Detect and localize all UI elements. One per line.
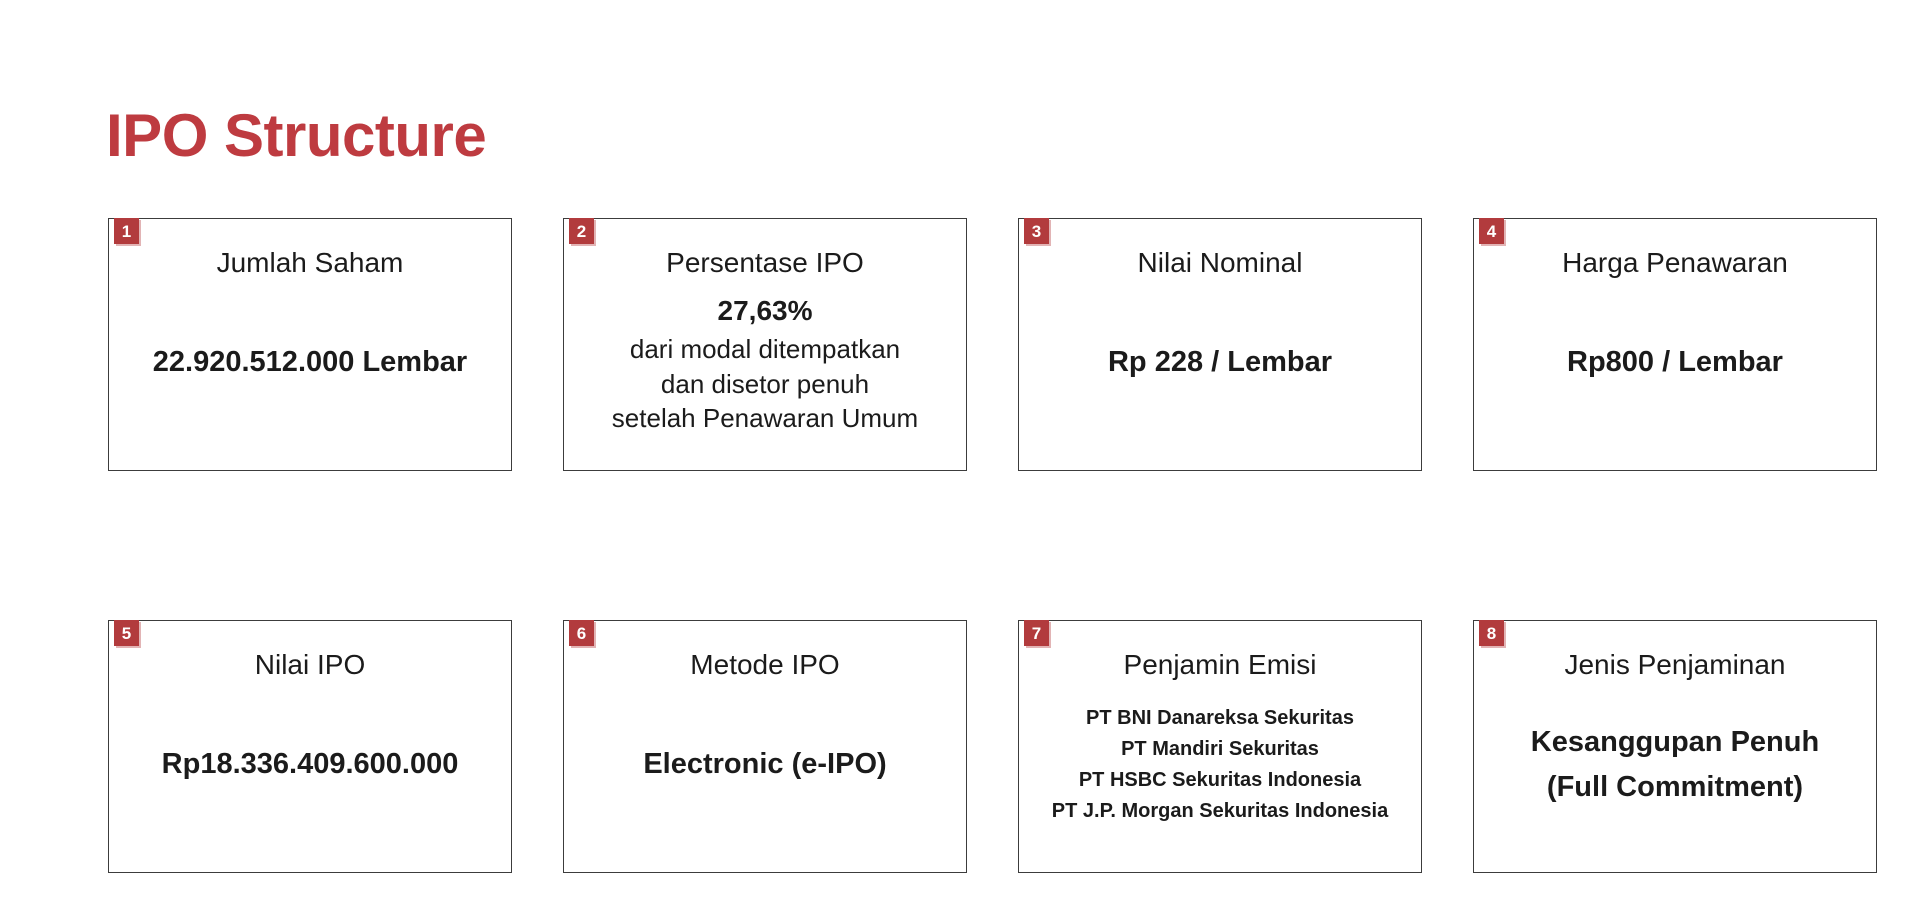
- card-8: [1473, 620, 1877, 873]
- card-4: [1473, 218, 1877, 471]
- card-value-line: Rp18.336.409.600.000: [161, 748, 459, 781]
- card-title: Harga Penawaran: [1562, 247, 1788, 278]
- card-number-badge: 3: [1024, 218, 1049, 244]
- card-value: [1033, 282, 1407, 444]
- card-value-line: PT HSBC Sekuritas Indonesia: [1078, 768, 1362, 791]
- card-value-line: Rp 228 / Lembar: [1107, 346, 1333, 379]
- card-value-line: Kesanggupan Penuh: [1530, 725, 1820, 758]
- card-value: [578, 684, 952, 846]
- card-7: [1018, 620, 1422, 873]
- card-title: Penjamin Emisi: [1123, 649, 1317, 680]
- card-number-badge: 5: [114, 620, 139, 646]
- card-title: Persentase IPO: [666, 247, 864, 278]
- card-value-line: 22.920.512.000 Lembar: [152, 346, 468, 379]
- card-value: [1488, 282, 1862, 444]
- card-value-line: PT BNI Danareksa Sekuritas: [1086, 706, 1354, 729]
- card-number-badge: 6: [569, 620, 594, 646]
- card-title: Metode IPO: [690, 649, 840, 680]
- card-number-badge: 7: [1024, 620, 1049, 646]
- card-value-line: 27,63%: [717, 295, 813, 327]
- card-5: [108, 620, 512, 873]
- card-number-badge: 2: [569, 218, 594, 244]
- card-number-badge: 4: [1479, 218, 1504, 244]
- card-number-badge: 1: [114, 218, 139, 244]
- card-value-line: Electronic (e-IPO): [643, 748, 887, 781]
- card-value-line: PT J.P. Morgan Sekuritas Indonesia: [1051, 799, 1389, 822]
- card-1: [108, 218, 512, 471]
- card-6: [563, 620, 967, 873]
- card-value-line: Rp800 / Lembar: [1567, 346, 1783, 379]
- card-3: [1018, 218, 1422, 471]
- card-value-line: (Full Commitment): [1546, 770, 1804, 803]
- card-value: [1033, 684, 1407, 846]
- card-title: Nilai IPO: [254, 649, 366, 680]
- card-value-line: dari modal ditempatkan: [629, 334, 901, 365]
- card-value: [1488, 684, 1862, 846]
- card-value-line: setelah Penawaran Umum: [611, 403, 919, 434]
- page-title: IPO Structure: [106, 102, 487, 170]
- card-title: Jenis Penjaminan: [1564, 649, 1786, 680]
- card-2: [563, 218, 967, 471]
- card-value-line: PT Mandiri Sekuritas: [1121, 737, 1319, 760]
- card-value: [578, 282, 952, 444]
- card-title: Jumlah Saham: [216, 247, 404, 278]
- card-value-line: dan disetor penuh: [660, 368, 870, 399]
- card-title: Nilai Nominal: [1137, 247, 1303, 278]
- cards-grid: [108, 218, 1877, 873]
- card-number-badge: 8: [1479, 620, 1504, 646]
- card-value: [123, 282, 497, 444]
- card-value: [123, 684, 497, 846]
